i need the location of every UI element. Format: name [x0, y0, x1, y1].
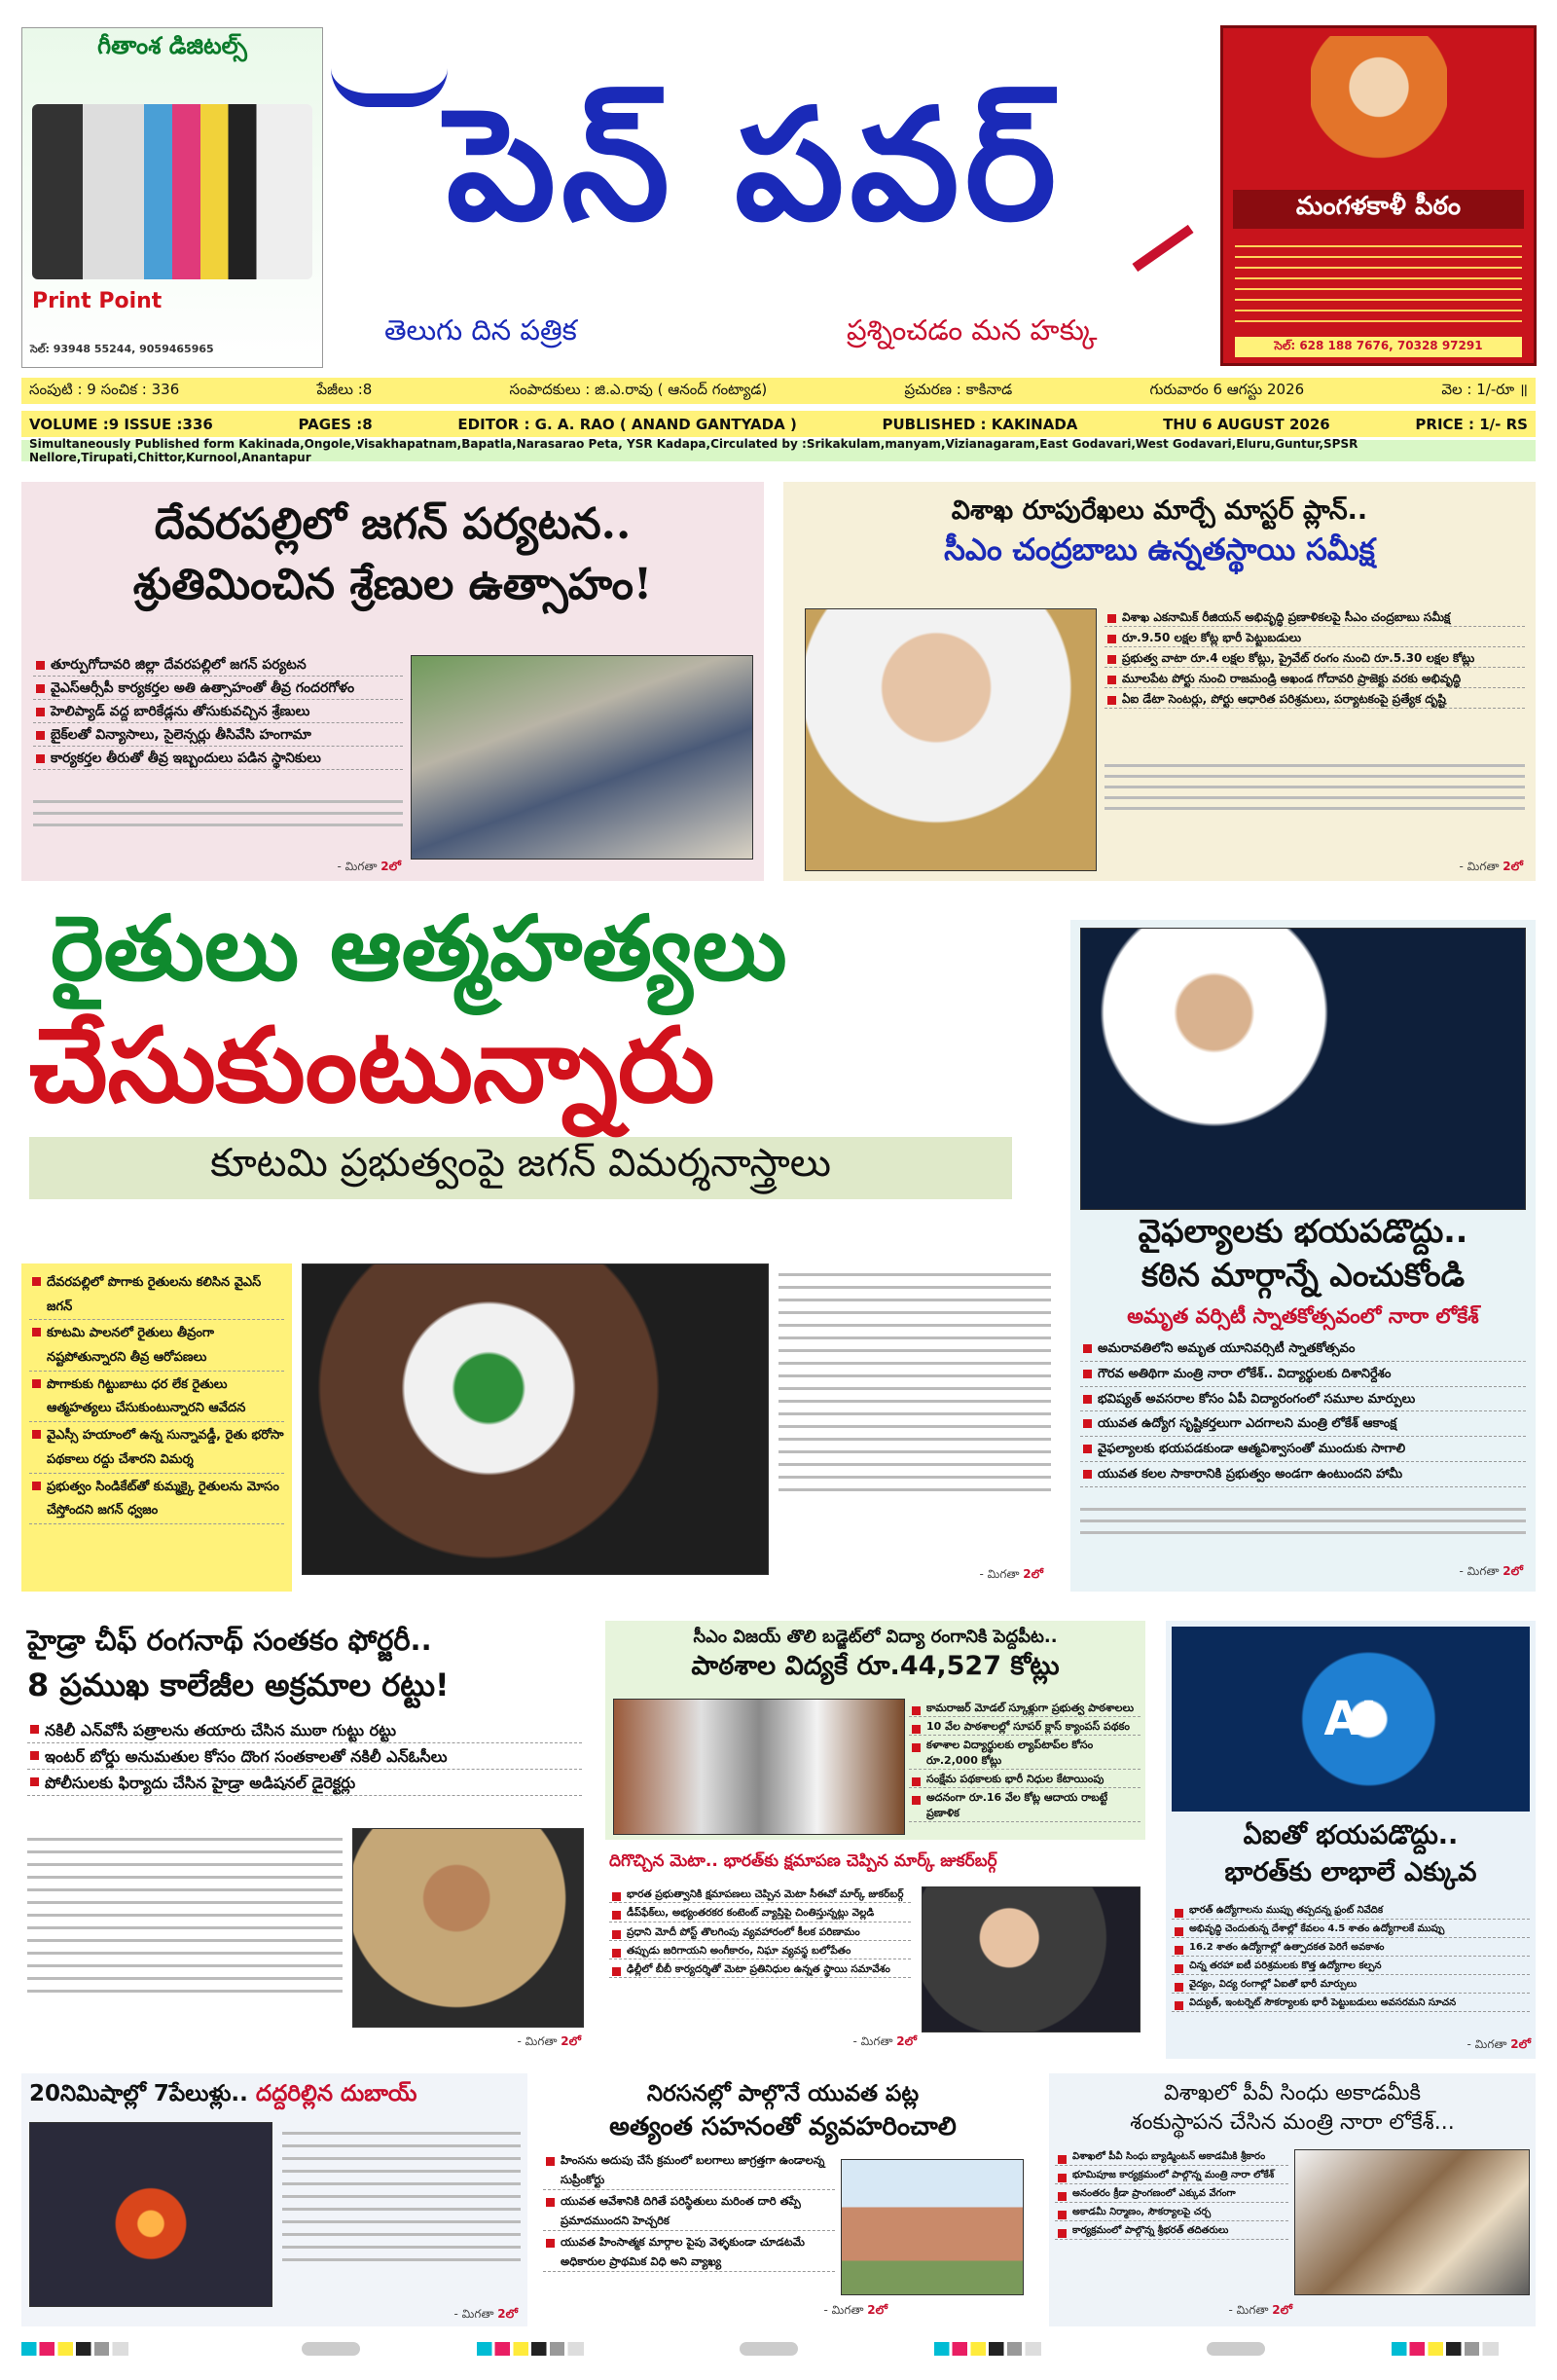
- info-editor: EDITOR : G. A. RAO ( ANAND GANTYADA ): [457, 415, 797, 433]
- article-vijay-education-budget[interactable]: [605, 1621, 1145, 1840]
- ad-peetham-name: మంగళకాళీ పీఠం: [1233, 190, 1524, 229]
- bullet: ప్రభుత్వం సిండికేట్‌తో కుమ్మక్కై రైతులను మోసం చేస్తోందని జగన్ ధ్వజం: [29, 1476, 284, 1524]
- bullet: రూ.9.50 లక్షల కోట్ల భారీ పెట్టుబడులు: [1104, 629, 1525, 647]
- color-swatch: [1392, 2342, 1499, 2356]
- bullet: అమరావతిలోని అమృత యూనివర్సిటీ స్నాతకోత్సవం: [1080, 1338, 1526, 1362]
- ad-mangalakali-peetham[interactable]: [1220, 25, 1537, 366]
- bullet: చిన్న తరహా ఐటీ పరిశ్రమలకు కొత్త ఉద్యోగాల కల్పన: [1172, 1959, 1530, 1975]
- headline-line2: శంకుస్థాపన చేసిన మంత్రి నారా లోకేశ్...: [1130, 2110, 1455, 2135]
- bullet: నకిలీ ఎన్‌వోసీ పత్రాలను తయారు చేసిన ముఠా గుట్టు రట్టు: [27, 1719, 582, 1743]
- bullet: కామరాజర్ మోడల్ స్కూళ్లుగా ప్రభుత్వ పాఠశాలలు: [909, 1701, 1141, 1717]
- issue-info-telugu: [21, 378, 1536, 404]
- jagan-farmers-photo: [302, 1263, 769, 1575]
- bullet-list: [909, 1701, 1141, 1824]
- bullet: యువత ఉద్యోగ సృష్టికర్తలుగా ఎదగాలని మంత్రి లోకేశ్ ఆకాంక్ష: [1080, 1413, 1526, 1437]
- continued-on: - మిగతా 2లో: [1228, 2303, 1292, 2317]
- bullet: కూటమి పాలనలో రైతులు తీవ్రంగా నష్టపోతున్నారని తీవ్ర ఆరోపణలు: [29, 1322, 284, 1371]
- article-meta-apology[interactable]: [605, 1848, 1145, 2057]
- article-body: [27, 1828, 343, 2042]
- bullet: విశాఖలో పీవీ సింధు బ్యాడ్మింటన్ అకాడమీకి శ్రీకారం: [1055, 2149, 1288, 2166]
- headline-line1: సీఎం విజయ్ తొలి బడ్జెట్‌లో విద్యా రంగానికి పెద్దపీట..: [693, 1627, 1058, 1647]
- bullet: దేవరపల్లిలో పొగాకు రైతులను కలిసిన వైఎస్ జగన్: [29, 1271, 284, 1320]
- dubai-fire-photo: [29, 2122, 272, 2307]
- bullet: తూర్పుగోదావరి జిల్లా దేవరపల్లిలో జగన్ పర్యటన: [33, 655, 403, 677]
- bullet: ఏఐ డేటా సెంటర్లు, పోర్టు ఆధారిత పరిశ్రమలు, పర్యాటకంపై ప్రత్యేక దృష్టి: [1104, 690, 1525, 709]
- article-body: [33, 791, 403, 860]
- bullet: 10 వేల పాఠశాలల్లో సూపర్ క్లాస్ క్యాంపస్ పథకం: [909, 1719, 1141, 1736]
- ai-graphic: [1172, 1627, 1530, 1812]
- bullet: ఢిల్లీలో బీబీ కార్యదర్శితో మెటా ప్రతినిధుల ఉన్నత స్థాయి సమావేశం: [609, 1961, 911, 1978]
- headline-line2: సీఎం చంద్రబాబు ఉన్నతస్థాయి సమీక్ష: [944, 532, 1375, 568]
- headline-line1: దేవరపల్లిలో జగన్ పర్యటన..: [154, 499, 632, 549]
- article-hydra-forgery[interactable]: [21, 1616, 586, 2059]
- color-swatch: [477, 2342, 584, 2356]
- article-devarapalli[interactable]: [21, 482, 764, 881]
- issue-info-english: [21, 411, 1536, 437]
- continued-on: - మిగతా 2లో: [337, 860, 401, 873]
- foundation-ceremony-photo: [1294, 2149, 1530, 2295]
- headline: దిగొచ్చిన మెటా.. భారత్‌కు క్షమాపణ చెప్పిన మార్క్ జుకర్‌బర్గ్: [609, 1851, 997, 1871]
- bullet: వైఫల్యాలకు భయపడకుండా ఆత్మవిశ్వాసంతో ముందుకు సాగాలి: [1080, 1439, 1526, 1462]
- bullet: విశాఖ ఎకనామిక్ రీజియన్ అభివృద్ధి ప్రణాళికలపై సీఎం చంద్రబాబు సమీక్ష: [1104, 608, 1525, 627]
- article-farmers-suicides[interactable]: [21, 896, 1053, 1592]
- bullet-box: [21, 1263, 292, 1592]
- bullet: సంక్షేమ పథకాలకు భారీ నిధుల కేటాయింపు: [909, 1772, 1141, 1788]
- bullet: తప్పుడు జరిగాయని అంగీకారం, నిఘా వ్యవస్థ బలోపేతం: [609, 1943, 911, 1959]
- bullet: యువత కలల సాకారానికి ప్రభుత్వం అండగా ఉంటుందని హామీ: [1080, 1464, 1526, 1487]
- info-price: PRICE : 1/- RS: [1415, 415, 1528, 433]
- color-swatch: [1207, 2342, 1265, 2356]
- bullet-list: [27, 1719, 582, 1796]
- bullet: కార్యక్రమంలో పాల్గొన్న శ్రీభరత్ తదితరులు: [1055, 2223, 1288, 2240]
- bullet: మూలపేట పోర్టు నుంచి రాజమండ్రి అఖండ గోదావరి ప్రాజెక్టు వరకు అభివృద్ధి: [1104, 670, 1525, 688]
- article-body: [282, 2122, 521, 2307]
- bullet: భారత్ ఉద్యోగాలను ముప్పు తప్పదన్న ఫ్రంట్ నివేదిక: [1172, 1903, 1530, 1920]
- bullet: ప్రభుత్వ వాటా రూ.4 లక్షల కోట్లు, ప్రైవేట్ రంగం నుంచి రూ.5.30 లక్షల కోట్లు: [1104, 649, 1525, 668]
- bullet: వైద్యం, విద్య రంగాల్లో ఏఐతో భారీ మార్పులు: [1172, 1977, 1530, 1994]
- print-registration-bar: [0, 2336, 1557, 2365]
- info-date: THU 6 AUGUST 2026: [1163, 415, 1330, 433]
- continued-on: - మిగతా 2లో: [1459, 1564, 1523, 1578]
- headline-line1: ఏఐతో భయపడొద్దు..: [1243, 1820, 1459, 1850]
- subhead: కూటమి ప్రభుత్వంపై జగన్ విమర్శనాస్త్రాలు: [29, 1137, 1012, 1199]
- printer-graphic: [32, 104, 312, 279]
- headline-green: రైతులు ఆత్మహత్యలు: [51, 897, 787, 1001]
- subhead: అమృత వర్సిటీ స్నాతకోత్సవంలో నారా లోకేశ్: [1127, 1304, 1479, 1328]
- newspaper-title: పెన్ పవర్: [446, 75, 1063, 255]
- bullet: విద్యుత్, ఇంటర్నెట్ సౌకర్యాలకు భారీ పెట్టుబడులు అవసరమని సూచన: [1172, 1996, 1530, 2012]
- officer-photo: [352, 1828, 584, 2028]
- info-pages: పేజీలు :8: [316, 380, 373, 398]
- ad-brand: Print Point: [32, 289, 163, 313]
- info-date: గురువారం 6 ఆగస్టు 2026: [1149, 380, 1305, 398]
- bullet: డీప్‌ఫేక్‌లు, అభ్యంతరకర కంటెంట్ వ్యాప్తిపై చింతిస్తున్నట్లు వెల్లడి: [609, 1905, 911, 1922]
- continued-on: - మిగతా 2లో: [823, 2303, 887, 2317]
- article-dubai-blasts[interactable]: [21, 2073, 527, 2326]
- headline: [29, 2081, 527, 2112]
- tagline-right: ప్రశ్నించడం మన హక్కు: [847, 313, 1098, 347]
- ad-details: [1235, 237, 1522, 329]
- article-body: [1104, 756, 1525, 854]
- info-editor: సంపాదకులు : జి.ఎ.రావు ( ఆనంద్ గంట్యాడ): [509, 380, 768, 398]
- bullet: పోలీసులకు ఫిర్యాదు చేసిన హైడ్రా అడిషనల్ డైరెక్టర్లు: [27, 1772, 582, 1796]
- headline-line2: 8 ప్రముఖ కాలేజీల అక్రమాల రట్టు!: [27, 1666, 450, 1703]
- bullet: హింసను అదుపు చేసే క్రమంలో బలగాలు జాగ్రత్తగా ఉండాలన్న సుప్రీంకోర్టు: [543, 2151, 835, 2190]
- ai-label: AI: [1323, 1692, 1378, 1746]
- bullet: ఇంటర్ బోర్డు అనుమతుల కోసం దొంగ సంతకాలతో నకిలీ ఎన్ఓసీలు: [27, 1745, 582, 1770]
- color-swatch: [934, 2342, 1041, 2356]
- bullet: యువత ఆవేశానికి దిగితే పరిస్థితులు మరింత దారి తప్పే ప్రమాదముందని హెచ్చరిక: [543, 2192, 835, 2231]
- bullet: భారత ప్రభుత్వానికి క్షమాపణలు చెప్పిన మెటా సీఈవో మార్క్ జుకర్‌బర్గ్: [609, 1886, 911, 1903]
- bullet-list: [1080, 1338, 1526, 1489]
- headline-line1: వైఫల్యాలకు భయపడొద్దు..: [1138, 1212, 1468, 1250]
- headline-line2: భారత్‌కు లాభాలే ఎక్కువ: [1224, 1857, 1477, 1887]
- bullet: అనంతరం క్రీడా ప్రాంగణంలో ఎక్కువ వేగంగా: [1055, 2186, 1288, 2203]
- bullet-list: [1172, 1903, 1530, 2014]
- continued-on: - మిగతా 2లో: [852, 2034, 917, 2048]
- info-volume: సంపుటి : 9 సంచిక : 336: [29, 380, 180, 398]
- bullet: అదనంగా రూ.16 వేల కోట్ల ఆదాయ రాబట్టే ప్రణాళిక: [909, 1790, 1141, 1822]
- bullet: భూమిపూజ కార్యక్రమంలో పాల్గొన్న మంత్రి నారా లోకేశ్: [1055, 2168, 1288, 2184]
- bullet: వైఎస్సీ హయాంలో ఉన్న సున్నావడ్డీ, రైతు భరోసా పథకాలు రద్దు చేశారని విమర్శ: [29, 1424, 284, 1473]
- bullet: హెలిప్యాడ్ వద్ద బారికేడ్లను తోసుకువచ్చిన శ్రేణులు: [33, 702, 403, 723]
- bullet-list: [609, 1886, 911, 1980]
- bullet: అకాడమీ నిర్మాణం, సౌకర్యాలపై చర్చ: [1055, 2205, 1288, 2221]
- headline-line2: కఠిన మార్గాన్నే ఎంచుకోండి: [1141, 1256, 1465, 1294]
- info-publisher: ప్రచురణ : కాకినాడ: [904, 380, 1013, 398]
- bullet-list: [1104, 608, 1525, 711]
- bullet: కళాశాల విద్యార్థులకు ల్యాప్‌టాప్‌ల కోసం రూ.2,000 కోట్లు: [909, 1738, 1141, 1770]
- bullet: గౌరవ అతిథిగా మంత్రి నారా లోకేశ్.. విద్యార్థులకు దిశానిర్దేశం: [1080, 1364, 1526, 1387]
- vijay-photo: [613, 1699, 905, 1835]
- info-volume: VOLUME :9 ISSUE :336: [29, 415, 213, 433]
- bullet: ప్రధాని మోదీ పోస్ట్ తొలగింపు వ్యవహారంలో కీలక పరిణామం: [609, 1924, 911, 1941]
- continued-on: - మిగతా 2లో: [517, 2034, 581, 2048]
- headline-line1: నిరసనల్లో పాల్గొనే యువత పట్ల: [646, 2081, 920, 2106]
- bullet-list: [33, 655, 403, 772]
- headline-line2: పాఠశాల విద్యకే రూ.44,527 కోట్లు: [691, 1651, 1060, 1681]
- circulation-info: Simultaneously Published form Kakinada,Ongole,Visakhapatnam,Bapatla,Narasarao Peta, YSR Kadapa,Circulated by :Srikakulam,manyam,Vizianagaram,East Godavari,West Godavari,Eluru,Guntur,SPSR Nellore,Tirupati,Chittor,Kurnool,Anantapur: [21, 440, 1536, 461]
- bullet: కార్యకర్తల తీరుతో తీవ్ర ఇబ్బందులు పడిన స్థానికులు: [33, 749, 403, 770]
- bullet: అభివృద్ధి చెందుతున్న దేశాల్లో కేవలం 4.5 శాతం ఉద్యోగాలకే ముప్పు: [1172, 1922, 1530, 1938]
- jagan-crowd-photo: [411, 655, 753, 860]
- headline-red: చేసుకుంటున్నారు: [29, 1006, 715, 1125]
- info-publisher: PUBLISHED : KAKINADA: [882, 415, 1078, 433]
- headline-line2: అత్యంత సహనంతో వ్యవహరించాలి: [609, 2112, 957, 2142]
- continued-on: - మిగతా 2లో: [1459, 860, 1523, 873]
- bullet: వైఎస్ఆర్సీపీ కార్యకర్తల అతి ఉత్సాహంతో తీవ్ర గందరగోళం: [33, 678, 403, 700]
- color-swatch: [302, 2342, 360, 2356]
- headline-line1: హైడ్రా చీఫ్ రంగనాథ్ సంతకం ఫోర్జరీ..: [27, 1624, 432, 1657]
- color-swatch: [21, 2342, 128, 2356]
- bullet-list: [543, 2151, 835, 2274]
- article-ai-india[interactable]: [1166, 1621, 1536, 2059]
- ad-phone: సెల్: 93948 55244, 9059465965: [30, 343, 214, 355]
- article-protest-youth[interactable]: [537, 2073, 1029, 2326]
- article-pv-sindhu-academy[interactable]: [1049, 2073, 1536, 2326]
- info-pages: PAGES :8: [298, 415, 373, 433]
- continued-on: - మిగతా 2లో: [1466, 2037, 1531, 2051]
- info-price: వెల : 1/-రూ ॥: [1441, 380, 1528, 398]
- ad-geethamsa-digitals[interactable]: [21, 27, 323, 368]
- headline-red: దద్దరిల్లిన దుబాయ్: [255, 2081, 417, 2106]
- headline-line2: శ్రుతిమించిన శ్రేణుల ఉత్సాహం!: [132, 560, 653, 609]
- article-body: [778, 1263, 1051, 1556]
- continued-on: - మిగతా 2లో: [453, 2307, 518, 2321]
- article-visakha-master-plan[interactable]: [783, 482, 1536, 881]
- zuckerberg-photo: [922, 1886, 1141, 2032]
- headline-line1: విశాఖలో పీవీ సింధు అకాడమీకి: [1163, 2081, 1421, 2105]
- lokesh-speech-photo: [1080, 928, 1526, 1210]
- article-lokesh-amrita[interactable]: [1070, 920, 1536, 1592]
- bullet: యువత హింసాత్మక మార్గాల పైపు వెళ్ళకుండా చూడటమే అధికారుల ప్రాథమిక విధి అని వ్యాఖ్య: [543, 2233, 835, 2272]
- bullet-list: [29, 1271, 284, 1524]
- bullet: 16.2 శాతం ఉద్యోగాల్లో ఉత్పాదకత పెరిగే అవకాశం: [1172, 1940, 1530, 1957]
- bullet: పొగాకుకు గిట్టుబాటు ధర లేక రైతులు ఆత్మహత్యలు చేసుకుంటున్నారని ఆవేదన: [29, 1373, 284, 1422]
- continued-on: - మిగతా 2లో: [979, 1567, 1043, 1581]
- bullet: భవిష్యత్ అవసరాల కోసం ఏపీ విద్యారంగంలో సమూల మార్పులు: [1080, 1389, 1526, 1412]
- ad-phone: సెల్: 628 188 7676, 70328 97291: [1235, 337, 1522, 357]
- bullet: బైక్‌లతో విన్యాసాలు, సైలెన్సర్లు తీసివేసి హంగామా: [33, 725, 403, 747]
- swamiji-photo: [1311, 36, 1447, 182]
- tagline-left: తెలుగు దిన పత్రిక: [384, 313, 577, 347]
- supreme-court-photo: [841, 2159, 1024, 2295]
- bullet-list: [1055, 2149, 1288, 2242]
- headline-black: 20నిమిషాల్లో 7పేలుళ్లు..: [29, 2081, 248, 2106]
- headline-line1: విశాఖ రూపురేఖలు మార్చే మాస్టర్ ప్లాన్..: [951, 495, 1368, 526]
- chandrababu-photo: [805, 608, 1097, 871]
- ad-name: గీతాంశ డిజిటల్స్: [97, 32, 247, 59]
- article-body: [1080, 1499, 1526, 1553]
- color-swatch: [740, 2342, 798, 2356]
